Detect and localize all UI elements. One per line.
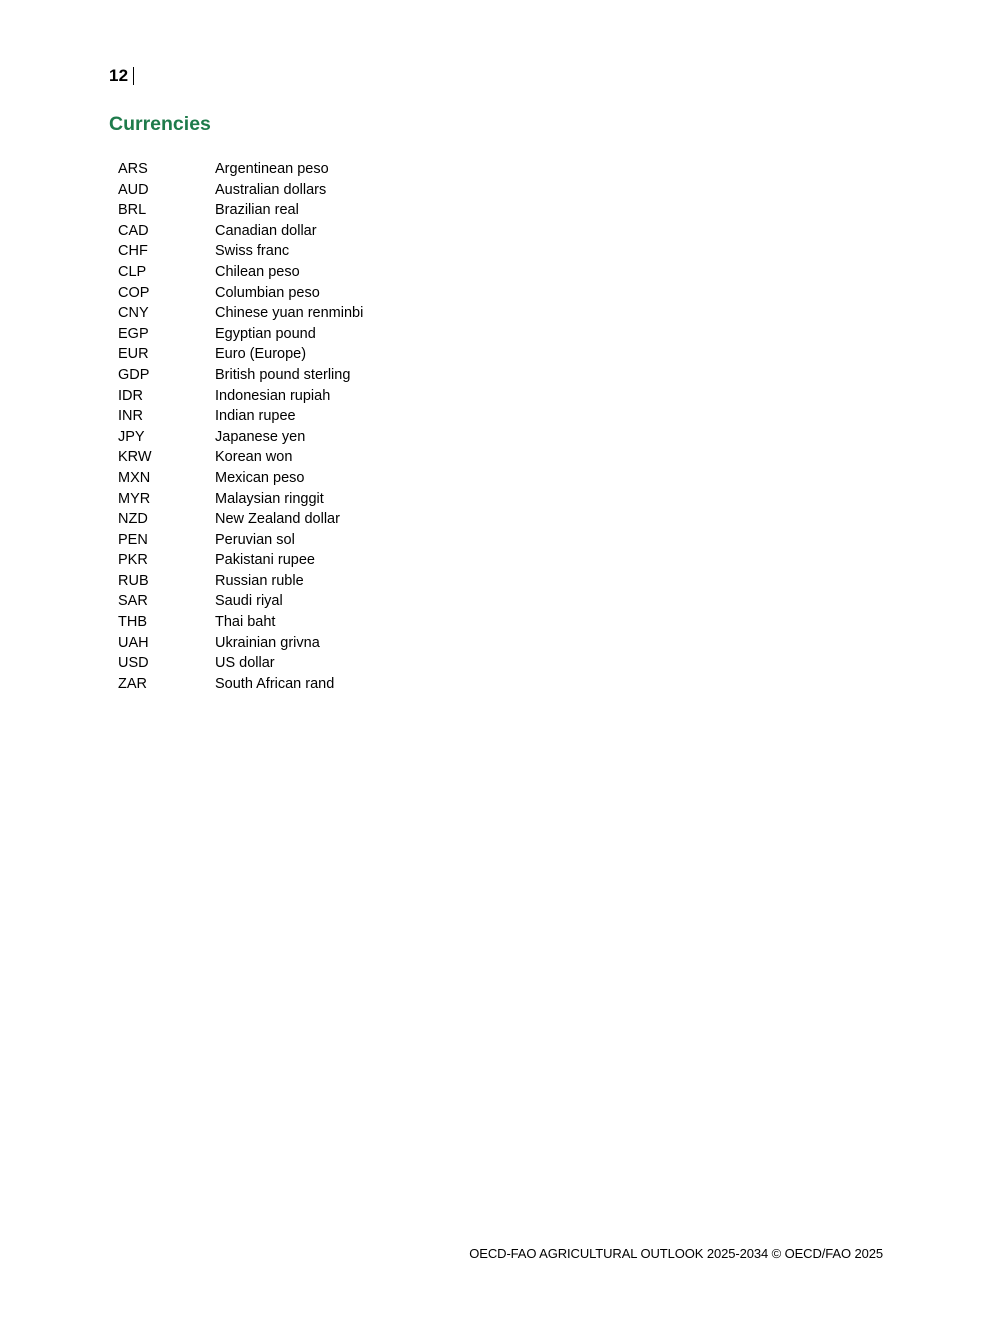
currency-code: EGP: [118, 325, 149, 342]
currency-row: [118, 571, 363, 592]
currency-row: [118, 489, 363, 510]
currency-name: Ukrainian grivna: [215, 634, 320, 651]
currency-name: Malaysian ringgit: [215, 490, 324, 507]
page-number: 12: [109, 66, 129, 85]
currency-name: Saudi riyal: [215, 593, 283, 610]
currency-name: Thai baht: [215, 614, 276, 631]
currency-name: Russian ruble: [215, 572, 304, 589]
currency-row: [118, 241, 363, 262]
currency-code: CAD: [118, 222, 149, 239]
currency-row: [118, 344, 363, 365]
currency-row: [118, 386, 363, 407]
currency-code: AUD: [118, 181, 149, 198]
currency-code: MXN: [118, 469, 151, 486]
currency-code: CNY: [118, 305, 149, 322]
currency-row: [118, 612, 363, 633]
currency-code: PKR: [118, 552, 148, 569]
currency-name: Korean won: [215, 449, 293, 466]
currency-row: [118, 180, 363, 201]
currency-name: US dollar: [215, 655, 275, 672]
currency-row: [118, 221, 363, 242]
currency-code: UAH: [118, 634, 149, 651]
header-separator: [133, 67, 134, 85]
currency-name: Egyptian pound: [215, 325, 316, 342]
currency-row: [118, 447, 363, 468]
currency-code: EUR: [118, 346, 149, 363]
section-title: Currencies: [109, 113, 211, 135]
currency-row: [118, 324, 363, 345]
currency-name: Indonesian rupiah: [215, 387, 331, 404]
currency-name: Euro (Europe): [215, 346, 307, 363]
currency-code: NZD: [118, 511, 148, 528]
currency-row: [118, 200, 363, 221]
currency-name: Australian dollars: [215, 181, 327, 198]
currency-code: BRL: [118, 202, 147, 219]
currency-name: South African rand: [215, 675, 335, 692]
currency-code: MYR: [118, 490, 151, 507]
currency-code: GDP: [118, 366, 150, 383]
currency-row: [118, 468, 363, 489]
page-header: [109, 64, 134, 88]
currency-name: Argentinean peso: [215, 161, 329, 177]
currency-row: [118, 262, 363, 283]
currency-name: Pakistani rupee: [215, 552, 315, 569]
currency-row: [118, 427, 363, 448]
currency-name: Indian rupee: [215, 408, 296, 425]
currency-row: [118, 509, 363, 530]
currency-row: [118, 283, 363, 304]
currency-code: RUB: [118, 572, 149, 589]
currency-code: CLP: [118, 263, 147, 280]
currency-name: Canadian dollar: [215, 222, 317, 239]
page-footer: OECD-FAO AGRICULTURAL OUTLOOK 2025-2034 © OECD/FAO 2025: [469, 1246, 883, 1261]
currency-row: [118, 406, 363, 427]
currency-code: ARS: [118, 161, 148, 177]
currency-code: SAR: [118, 593, 148, 610]
currency-code: CHF: [118, 243, 148, 260]
currency-row: [118, 550, 363, 571]
currency-row: [118, 530, 363, 551]
currency-code: THB: [118, 614, 147, 631]
currency-row: [118, 365, 363, 386]
currency-name: Chilean peso: [215, 263, 300, 280]
currency-row: [118, 159, 363, 180]
currency-code: KRW: [118, 449, 152, 466]
currency-name: Peruvian sol: [215, 531, 295, 548]
currency-name: Swiss franc: [215, 243, 290, 260]
currency-name: Chinese yuan renminbi: [215, 305, 364, 322]
currency-code: ZAR: [118, 675, 147, 692]
currency-row: [118, 633, 363, 654]
currency-name: Brazilian real: [215, 202, 299, 219]
currency-code: IDR: [118, 387, 143, 404]
currency-rows: [118, 159, 363, 694]
currency-name: Mexican peso: [215, 469, 305, 486]
currency-table: [118, 159, 363, 694]
currency-code: COP: [118, 284, 150, 301]
currency-name: Japanese yen: [215, 428, 306, 445]
currency-row: [118, 591, 363, 612]
currency-row: [118, 303, 363, 324]
currency-row: [118, 674, 363, 695]
currency-code: INR: [118, 408, 143, 425]
currency-code: USD: [118, 655, 149, 672]
currency-code: JPY: [118, 428, 145, 445]
currency-row: [118, 653, 363, 674]
currency-name: British pound sterling: [215, 366, 351, 383]
currency-name: New Zealand dollar: [215, 511, 340, 528]
currency-name: Columbian peso: [215, 284, 320, 301]
currency-code: PEN: [118, 531, 148, 548]
